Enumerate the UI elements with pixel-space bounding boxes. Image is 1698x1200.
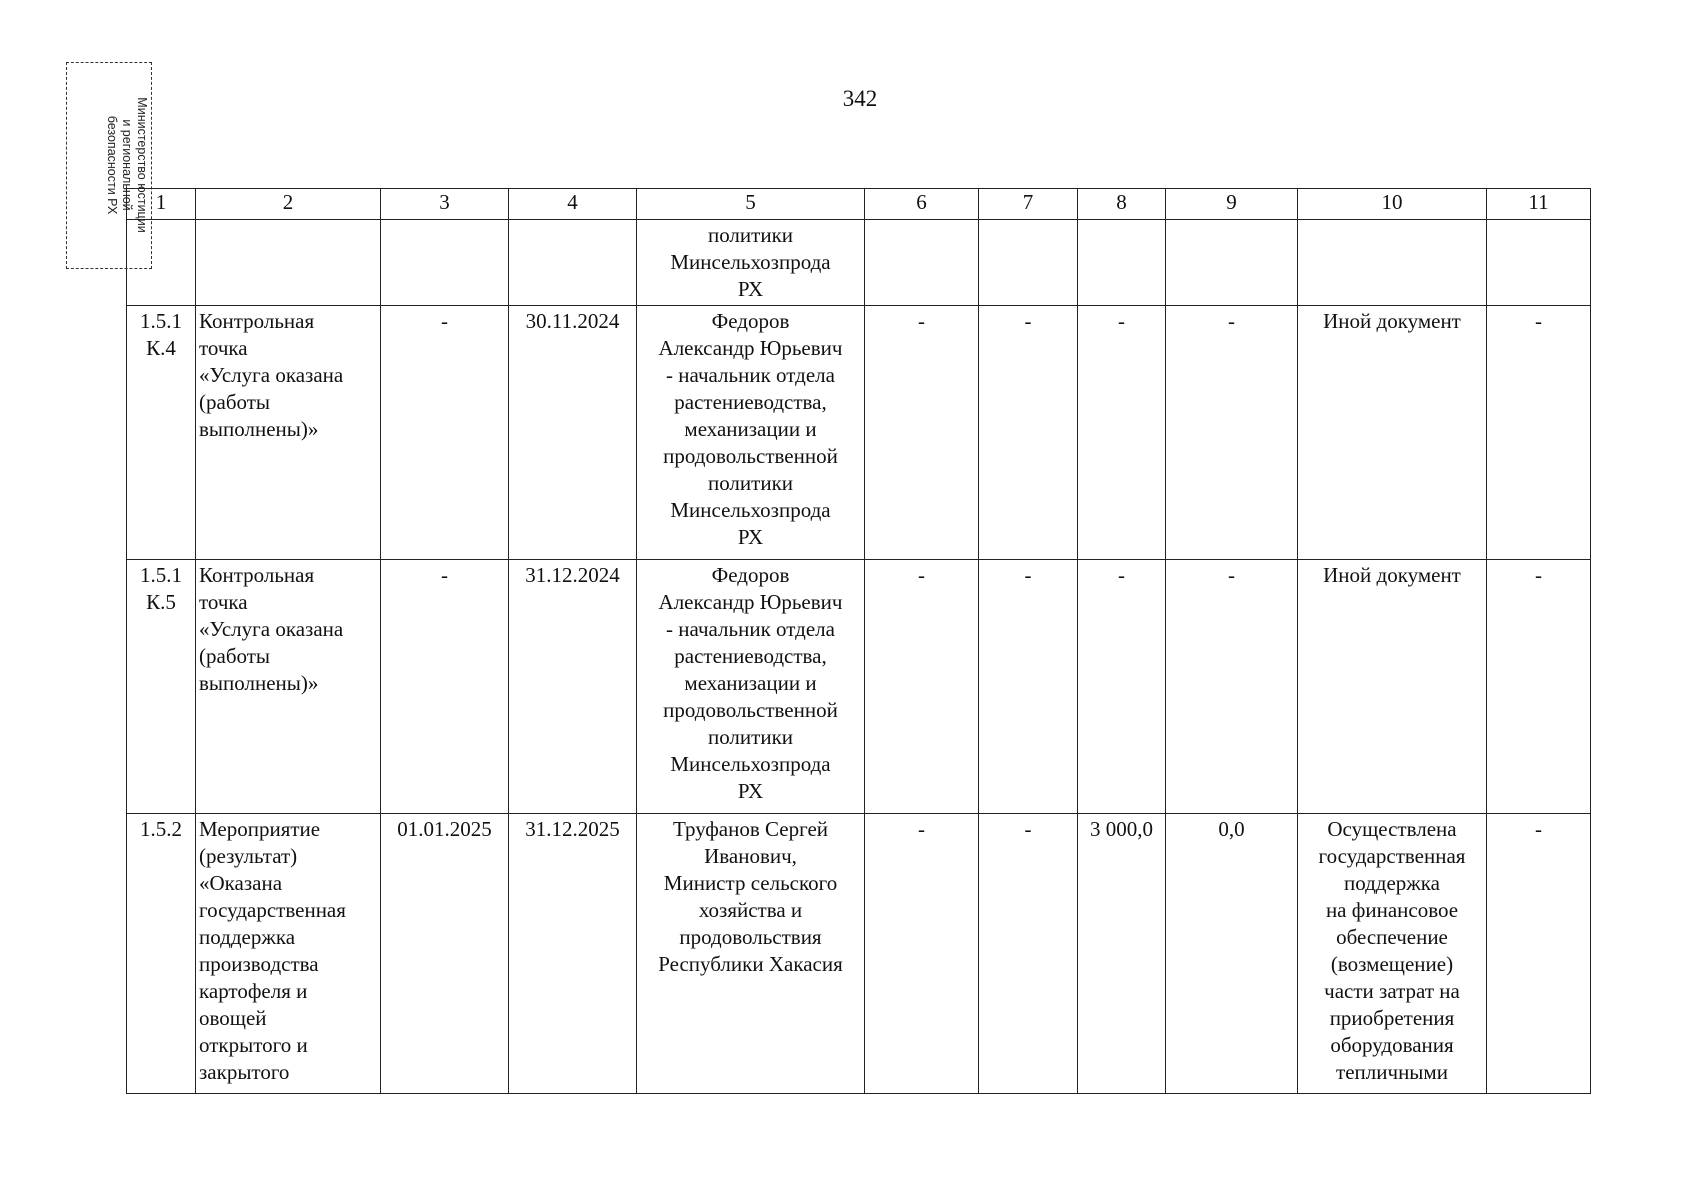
cell-line: обеспечение bbox=[1336, 925, 1448, 949]
column-header: 2 bbox=[196, 189, 381, 220]
page-number: 342 bbox=[842, 86, 878, 111]
cell-line: 1.5.1 bbox=[140, 563, 182, 587]
cell-line: (результат) bbox=[199, 844, 298, 868]
end-date-cell: 31.12.2024 bbox=[509, 560, 637, 814]
stamp-line: и региональной bbox=[120, 119, 134, 211]
cell-line: «Услуга оказана bbox=[199, 617, 344, 641]
table-row bbox=[127, 560, 1591, 814]
cell-line: продовольственной bbox=[663, 444, 838, 468]
cell-line: политики bbox=[707, 223, 794, 247]
table-cell: - bbox=[1487, 306, 1591, 560]
cell-line: выполнены)» bbox=[199, 417, 319, 441]
stamp-line: Министерство юстиции bbox=[135, 97, 149, 233]
cell-line: открытого и bbox=[199, 1033, 308, 1057]
amount-cell: 3 000,0 bbox=[1078, 814, 1166, 1094]
cell-line: Минсельхозпрода bbox=[670, 752, 831, 776]
result-description-cell bbox=[1298, 814, 1487, 1094]
cell-line: овощей bbox=[199, 1006, 267, 1030]
cell-line: тепличными bbox=[1336, 1060, 1448, 1084]
table-cell: - bbox=[979, 560, 1078, 814]
stamp-line: безопасности РХ bbox=[105, 115, 119, 215]
table-cell: - bbox=[865, 560, 979, 814]
cell-line: растениеводства, bbox=[674, 644, 827, 668]
cell-line: Иной документ bbox=[1323, 563, 1461, 587]
cell-line: Контрольная bbox=[199, 309, 315, 333]
cell-line: - начальник отдела bbox=[666, 617, 835, 641]
table-cell: - bbox=[979, 814, 1078, 1094]
cell-line: (работы bbox=[199, 390, 271, 414]
cell-line: продовольственной bbox=[663, 698, 838, 722]
table-cell bbox=[127, 220, 196, 306]
column-header: 8 bbox=[1078, 189, 1166, 220]
cell-line: политики bbox=[707, 471, 794, 495]
table-cell bbox=[1166, 220, 1298, 306]
column-header: 5 bbox=[637, 189, 865, 220]
cell-line: Осуществлена bbox=[1327, 817, 1457, 841]
cell-line: государственная bbox=[1318, 844, 1466, 868]
cell-line: (возмещение) bbox=[1330, 952, 1454, 976]
cell-line: Республики Хакасия bbox=[658, 952, 843, 976]
cell-line: Александр Юрьевич bbox=[658, 590, 843, 614]
amount-cell: 0,0 bbox=[1166, 814, 1298, 1094]
table-cell: - bbox=[1166, 306, 1298, 560]
cell-line: оборудования bbox=[1330, 1033, 1454, 1057]
column-header: 7 bbox=[979, 189, 1078, 220]
row-number-cell bbox=[127, 814, 196, 1094]
cell-line: РХ bbox=[737, 779, 764, 803]
table-cell bbox=[381, 220, 509, 306]
table-cell bbox=[196, 220, 381, 306]
column-header: 10 bbox=[1298, 189, 1487, 220]
table-cell: - bbox=[1166, 560, 1298, 814]
name-cell bbox=[196, 560, 381, 814]
start-date-cell: 01.01.2025 bbox=[381, 814, 509, 1094]
responsible-cell bbox=[637, 306, 865, 560]
table-row bbox=[127, 306, 1591, 560]
table-cell: - bbox=[979, 306, 1078, 560]
document-table bbox=[126, 188, 1591, 1094]
column-header: 1 bbox=[127, 189, 196, 220]
cell-line: Иванович, bbox=[704, 844, 797, 868]
cell-line: механизации и bbox=[684, 671, 817, 695]
name-cell bbox=[196, 306, 381, 560]
start-date-cell: - bbox=[381, 306, 509, 560]
cell-line: хозяйства и bbox=[698, 898, 803, 922]
document-type-cell bbox=[1298, 560, 1487, 814]
column-header: 4 bbox=[509, 189, 637, 220]
column-header: 3 bbox=[381, 189, 509, 220]
start-date-cell: - bbox=[381, 560, 509, 814]
table-cell: - bbox=[865, 306, 979, 560]
table-cell bbox=[865, 220, 979, 306]
cell-line: политики bbox=[707, 725, 794, 749]
cell-line: механизации и bbox=[684, 417, 817, 441]
responsible-cell bbox=[637, 814, 865, 1094]
cell-line: 1.5.2 bbox=[140, 817, 182, 841]
table-cell bbox=[1487, 220, 1591, 306]
cell-line: - начальник отдела bbox=[666, 363, 835, 387]
table-cell bbox=[1078, 220, 1166, 306]
column-header: 9 bbox=[1166, 189, 1298, 220]
cell-line: «Услуга оказана bbox=[199, 363, 344, 387]
cell-line: точка bbox=[199, 590, 248, 614]
cell-line: Министр сельского bbox=[663, 871, 838, 895]
cell-line: (работы bbox=[199, 644, 271, 668]
cell-line: государственная bbox=[199, 898, 346, 922]
table-cell: - bbox=[1078, 306, 1166, 560]
table-cell: - bbox=[865, 814, 979, 1094]
name-cell bbox=[196, 814, 381, 1094]
document-type-cell bbox=[1298, 306, 1487, 560]
column-header: 6 bbox=[865, 189, 979, 220]
cell-line: Федоров bbox=[711, 309, 790, 333]
end-date-cell: 31.12.2025 bbox=[509, 814, 637, 1094]
column-number-header-row bbox=[127, 189, 1591, 220]
cell-line: Мероприятие bbox=[199, 817, 321, 841]
table-cell: - bbox=[1078, 560, 1166, 814]
cell-line: К.4 bbox=[146, 336, 176, 360]
row-number-cell bbox=[127, 306, 196, 560]
cell-line: приобретения bbox=[1329, 1006, 1455, 1030]
cell-line: точка bbox=[199, 336, 248, 360]
cell-line: части затрат на bbox=[1324, 979, 1460, 1003]
cell-line: растениеводства, bbox=[674, 390, 827, 414]
cell-line: Минсельхозпрода bbox=[670, 250, 831, 274]
cell-line: выполнены)» bbox=[199, 671, 319, 695]
cell-line: РХ bbox=[737, 277, 764, 301]
cell-line: поддержка bbox=[199, 925, 296, 949]
cell-line: Александр Юрьевич bbox=[658, 336, 843, 360]
column-header: 11 bbox=[1487, 189, 1591, 220]
cell-line: Контрольная bbox=[199, 563, 315, 587]
end-date-cell: 30.11.2024 bbox=[509, 306, 637, 560]
responsible-cell bbox=[637, 220, 865, 306]
cell-line: К.5 bbox=[146, 590, 176, 614]
cell-line: Труфанов Сергей bbox=[672, 817, 829, 841]
cell-line: 1.5.1 bbox=[140, 309, 182, 333]
cell-line: Минсельхозпрода bbox=[670, 498, 831, 522]
responsible-cell bbox=[637, 560, 865, 814]
row-number-cell bbox=[127, 560, 196, 814]
table-cell: - bbox=[1487, 560, 1591, 814]
cell-line: картофеля и bbox=[199, 979, 308, 1003]
cell-line: «Оказана bbox=[199, 871, 283, 895]
table-row bbox=[127, 814, 1591, 1094]
table-cell: - bbox=[1487, 814, 1591, 1094]
cell-line: на финансовое bbox=[1325, 898, 1459, 922]
cell-line: поддержка bbox=[1343, 871, 1441, 895]
cell-line: производства bbox=[199, 952, 319, 976]
table-cell bbox=[1298, 220, 1487, 306]
table-cell bbox=[979, 220, 1078, 306]
cell-line: Федоров bbox=[711, 563, 790, 587]
table-cell bbox=[509, 220, 637, 306]
cell-line: продовольствия bbox=[679, 925, 822, 949]
cell-line: закрытого bbox=[199, 1060, 290, 1084]
cell-line: Иной документ bbox=[1323, 309, 1461, 333]
cell-line: РХ bbox=[737, 525, 764, 549]
table-row-continuation bbox=[127, 220, 1591, 306]
